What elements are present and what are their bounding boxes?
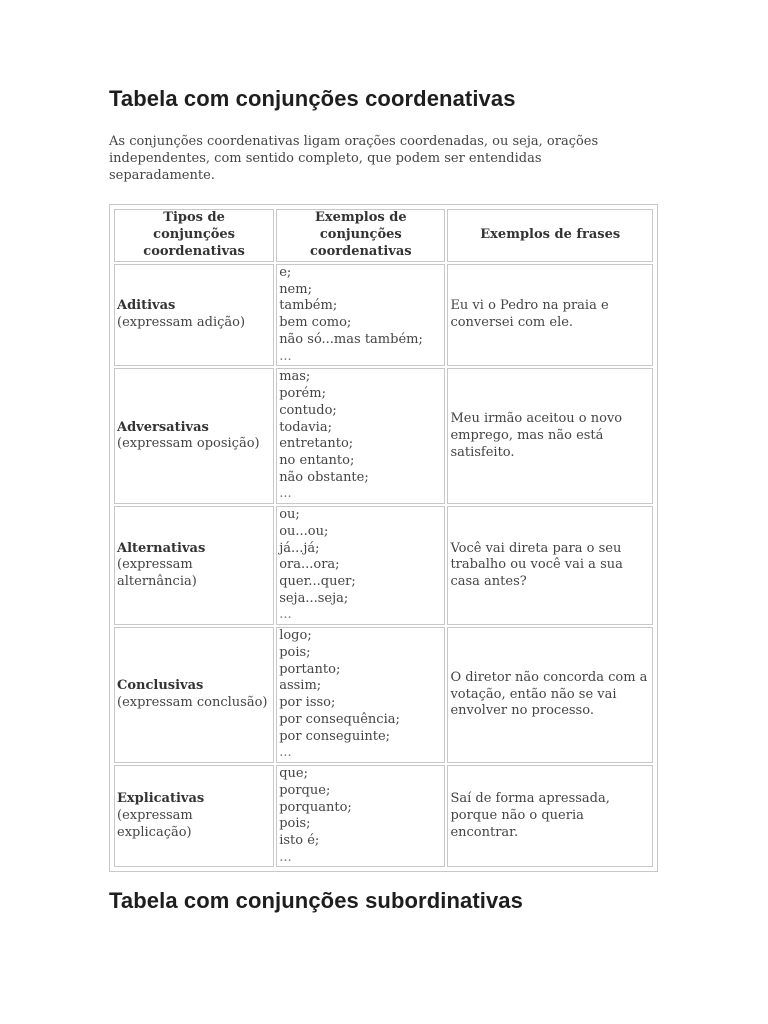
cell-example: Meu irmão aceitou o novo emprego, mas não está satisfeito. <box>447 368 653 504</box>
header-line: conjunções <box>319 227 402 243</box>
header-exemplos-frases <box>447 209 653 262</box>
conjunction-item: e; <box>279 265 292 280</box>
conjunction-item: ... <box>279 745 292 761</box>
conjunction-item: porque; <box>279 782 331 798</box>
cell-conjunctions <box>276 368 445 504</box>
conjunction-item: por consequência; <box>279 711 400 727</box>
conjunction-item: no entanto; <box>279 452 355 468</box>
conjunction-item: nem; <box>279 281 312 297</box>
table-row <box>114 627 653 763</box>
cell-example: Saí de forma apressada, porque não o queria encontrar. <box>447 765 653 867</box>
table-header-row <box>114 209 653 262</box>
conjunction-item: portanto; <box>279 661 341 677</box>
type-name: Explicativas <box>117 791 205 807</box>
cell-example: O diretor não concorda com a votação, então não se vai envolver no processo. <box>447 627 653 763</box>
type-description: (expressam oposição) <box>117 436 260 452</box>
table-row <box>114 506 653 625</box>
cell-example: Eu vi o Pedro na praia e conversei com ele. <box>447 264 653 366</box>
conjunction-item: isto é; <box>279 832 320 848</box>
conjunction-item: ... <box>279 849 292 865</box>
cell-conjunctions <box>276 264 445 366</box>
conjunction-item: bem como; <box>279 315 352 331</box>
conjunction-item: pois; <box>279 645 311 661</box>
header-exemplos-conjuncoes <box>276 209 445 262</box>
table-row <box>114 765 653 867</box>
type-name: Adversativas <box>117 419 209 435</box>
intro-line: As conjunções coordenativas ligam orações coordenadas, ou seja, orações <box>109 134 599 149</box>
conjunction-item: todavia; <box>279 419 332 435</box>
type-description: (expressam alternância) <box>117 557 197 590</box>
conjunction-item: ou...ou; <box>279 523 329 539</box>
conjunction-item: logo; <box>279 628 312 644</box>
cell-type <box>114 506 274 625</box>
conjunctions-table <box>112 207 655 869</box>
header-line: Exemplos de <box>315 210 407 226</box>
conjunction-item: entretanto; <box>279 436 354 452</box>
type-description: (expressam adição) <box>117 315 246 331</box>
conjunction-item: ou; <box>279 507 300 523</box>
header-line: conjunções <box>153 227 235 243</box>
conjunction-item: que; <box>279 766 308 782</box>
intro-line: independentes, com sentido completo, que podem ser entendidas <box>109 151 542 166</box>
conjunction-item: não obstante; <box>279 469 369 485</box>
type-description: (expressam explicação) <box>117 807 193 840</box>
conjunction-item: não só...mas também; <box>279 331 423 347</box>
conjunction-item: ... <box>279 348 292 364</box>
conjunction-item: quer...quer; <box>279 574 356 590</box>
cell-type <box>114 264 274 366</box>
cell-conjunctions <box>276 765 445 867</box>
conjunction-item: pois; <box>279 816 311 832</box>
heading-coordinativas: Tabela com conjunções coordenativas <box>109 86 516 111</box>
header-line: coordenativas <box>143 243 245 259</box>
table-row <box>114 264 653 366</box>
cell-type <box>114 368 274 504</box>
table-row <box>114 368 653 504</box>
cell-conjunctions <box>276 506 445 625</box>
table-frame <box>109 204 658 872</box>
heading-subordinativas: Tabela com conjunções subordinativas <box>109 888 523 913</box>
header-tipos <box>114 209 274 262</box>
conjunction-item: por isso; <box>279 695 336 711</box>
header-line: coordenativas <box>310 243 412 259</box>
type-description: (expressam conclusão) <box>117 695 268 711</box>
conjunction-item: assim; <box>279 678 322 694</box>
cell-example: Você vai direta para o seu trabalho ou você vai a sua casa antes? <box>447 506 653 625</box>
header-line: Exemplos de frases <box>480 227 621 243</box>
conjunction-item: por conseguinte; <box>279 728 391 744</box>
conjunction-item: mas; <box>279 369 311 385</box>
conjunction-item: contudo; <box>279 402 337 418</box>
conjunction-item: ... <box>279 607 292 623</box>
conjunction-item: ora...ora; <box>279 557 340 573</box>
conjunction-item: seja...seja; <box>279 590 349 606</box>
intro-line: separadamente. <box>109 168 215 183</box>
intro-paragraph <box>109 133 649 184</box>
type-name: Conclusivas <box>117 678 204 694</box>
conjunction-item: já...já; <box>279 540 320 556</box>
type-name: Alternativas <box>117 540 206 556</box>
header-line: Tipos de <box>163 210 225 226</box>
cell-type <box>114 627 274 763</box>
conjunction-item: porquanto; <box>279 799 352 815</box>
conjunction-item: ... <box>279 486 292 502</box>
conjunction-item: também; <box>279 298 338 314</box>
cell-conjunctions <box>276 627 445 763</box>
table-body <box>114 264 653 867</box>
cell-type <box>114 765 274 867</box>
conjunction-item: porém; <box>279 386 326 402</box>
type-name: Aditivas <box>117 298 176 314</box>
